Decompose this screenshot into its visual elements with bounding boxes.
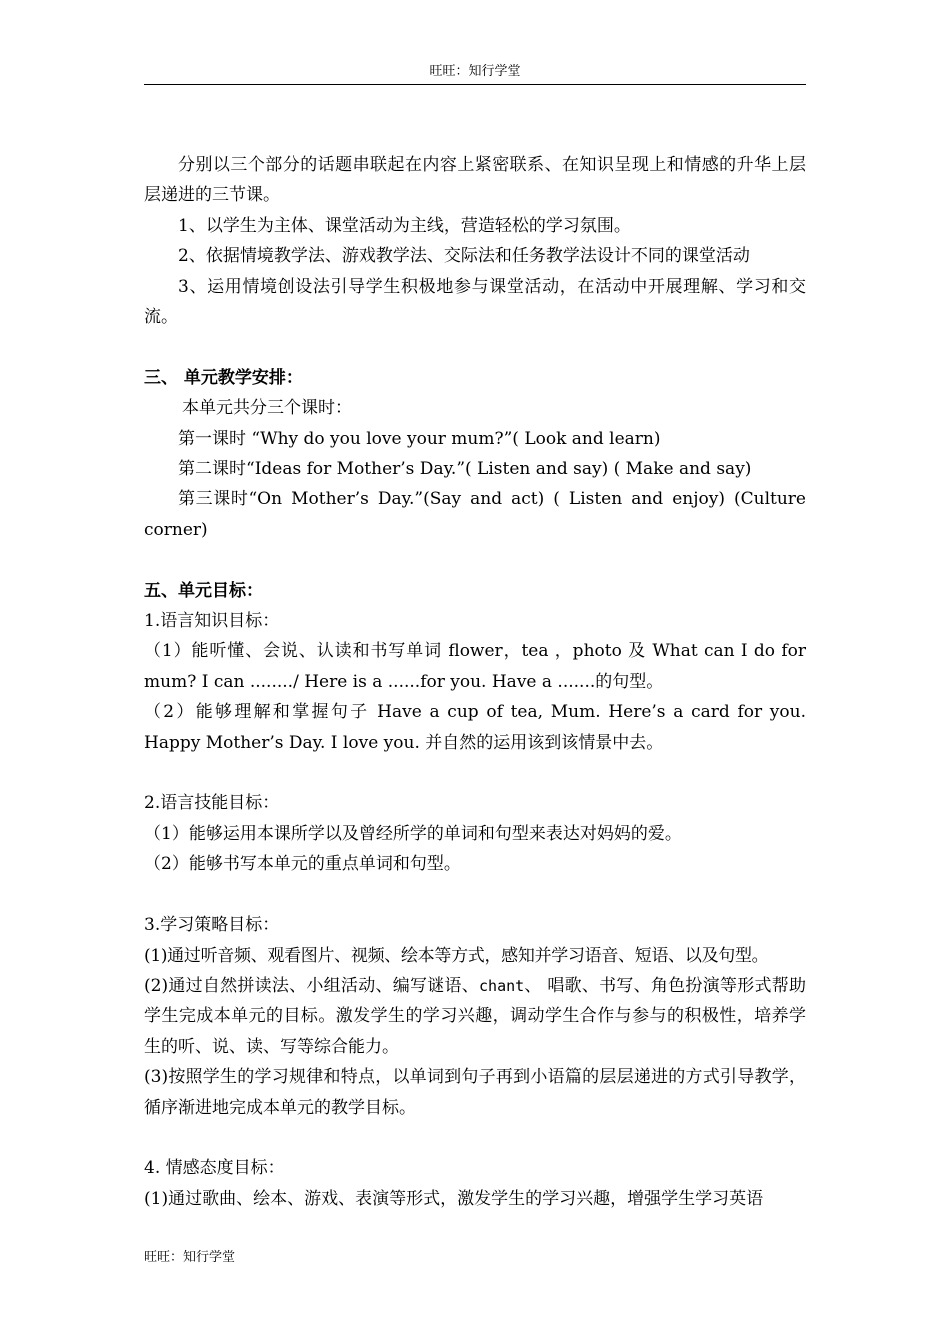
goal-3-item-2-text-a: (2)通过自然拼读法、小组活动、编写谜语、 [144,975,480,996]
goal-2-title: 2.语言技能目标： [144,793,280,814]
goal-3-item-1: (1)通过听音频、观看图片、视频、绘本等方式，感知并学习语音、短语、以及句型。 [144,945,769,966]
lesson-1: 第一课时 “Why do you love your mum?”( Look and learn) [178,428,661,449]
goal-3-item-3: (3)按照学生的学习规律和特点，以单词到句子再到小语篇的层层递进的方式引导教学，循序渐进地完成本单元的教学目标。 [144,1067,806,1118]
intro-item-3: 3、运用情境创设法引导学生积极地参与课堂活动，在活动中开展理解、学习和交流。 [144,276,806,328]
goal-1-title: 1.语言知识目标： [144,611,280,632]
page-header: 旺旺：知行学堂 [144,62,806,85]
section-5-title: 五、单元目标： [144,580,263,601]
goal-3-item-2-text-b: 、 唱歌、书写、角色扮演等形式帮助学生完成本单元的目标。激发学生的学习兴趣，调动学生合作与参与的积极性，培养学生的听、说、读、写等综合能力。 [144,975,806,1057]
document-body [144,150,806,1214]
goal-3-title: 3.学习策略目标： [144,915,280,936]
section-3-intro: 本单元共分三个课时： [182,398,352,419]
spacer [144,545,806,575]
intro-paragraph: 分别以三个部分的话题串联起在内容上紧密联系、在知识呈现上和情感的升华上层层递进的三节课。 [144,155,806,206]
goal-1-item-1: （1）能听懂、会说、认读和书写单词 flower，tea ，photo 及 What can I do for mum? I can ......../ Here is a ......for you. Have a .......的句型。 [144,641,806,692]
goal-3-item-2-chant: chant [479,976,525,995]
goal-2-item-2: （2）能够书写本单元的重点单词和句型。 [144,854,461,875]
goal-3-item-2 [144,971,806,1062]
goal-2-item-1: （1）能够运用本课所学以及曾经所学的单词和句型来表达对妈妈的爱。 [144,823,682,844]
lesson-2: 第二课时“Ideas for Mother’s Day.”( Listen and say) ( Make and say) [178,459,752,480]
page-footer: 旺旺：知行学堂 [144,1250,236,1265]
lesson-3: 第三课时“On Mother’s Day.”(Say and act) ( Listen and enjoy) (Culture corner) [144,489,806,540]
goal-1-item-2: （2）能够理解和掌握句子 Have a cup of tea, Mum. Here’s a card for you. Happy Mother’s Day. I love you. 并自然的运用该到该情景中去。 [144,702,806,753]
spacer [144,332,806,362]
intro-item-1: 1、以学生为主体、课堂活动为主线，营造轻松的学习氛围。 [178,215,631,236]
spacer [144,758,806,788]
spacer [144,880,806,910]
spacer [144,1123,806,1153]
section-3-title: 三、 单元教学安排： [144,367,303,388]
goal-4-title: 4. 情感态度目标： [144,1158,285,1179]
intro-item-2: 2、依据情境教学法、游戏教学法、交际法和任务教学法设计不同的课堂活动 [178,246,750,267]
goal-4-item-1: (1)通过歌曲、绘本、游戏、表演等形式，激发学生的学习兴趣，增强学生学习英语 [144,1188,764,1209]
